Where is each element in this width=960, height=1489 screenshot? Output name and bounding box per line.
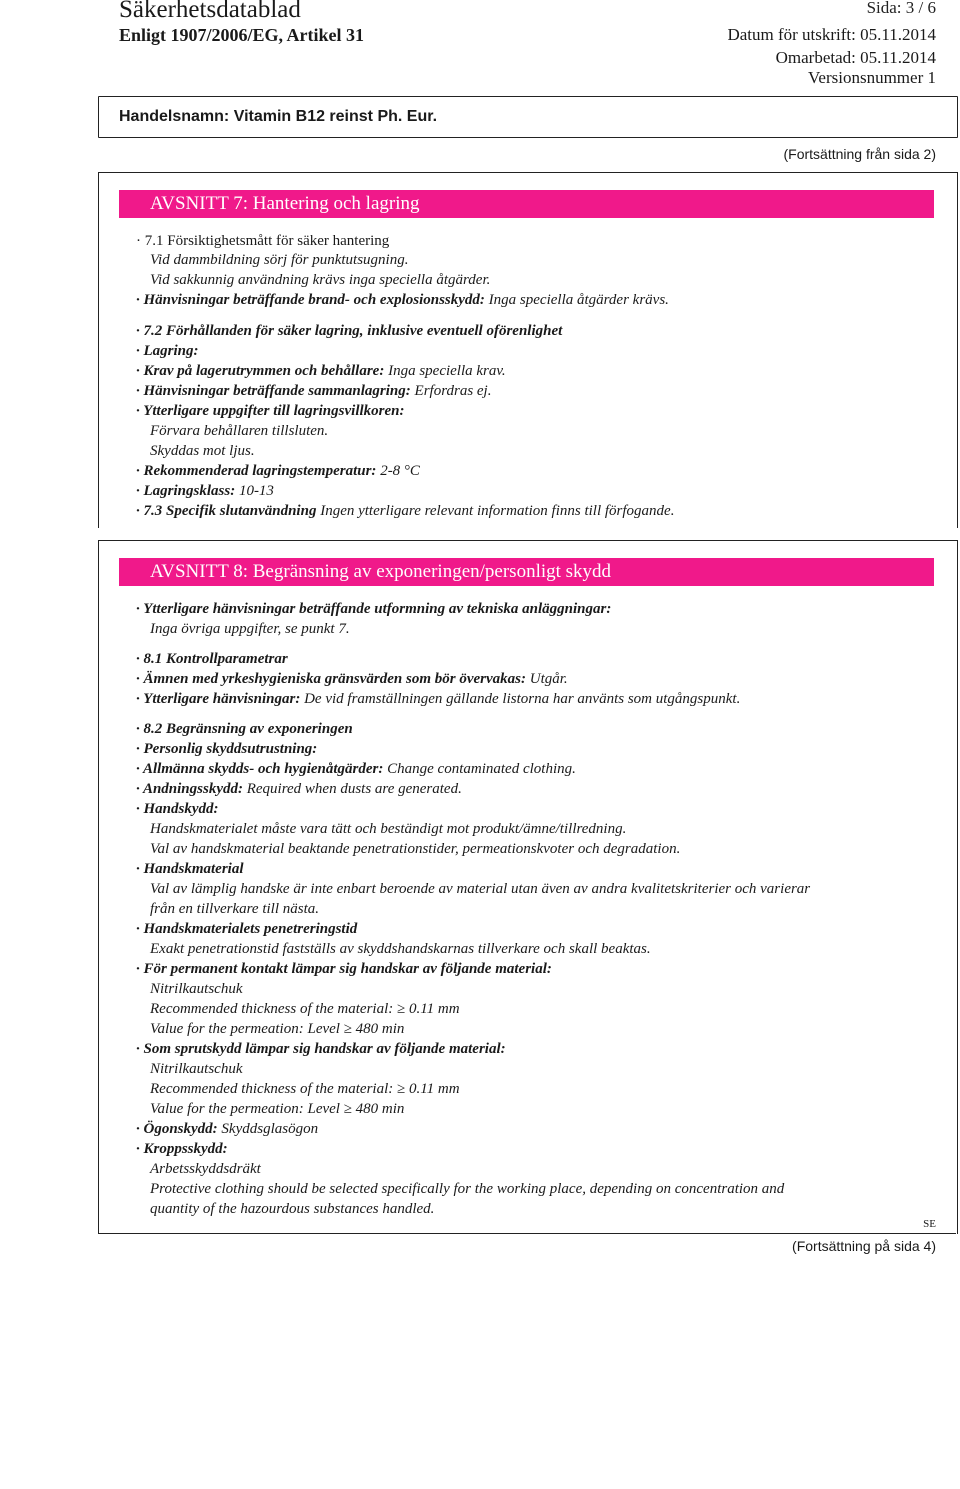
document-subtitle: Enligt 1907/2006/EG, Artikel 31 — [119, 25, 365, 45]
s8-line: · Handskydd: — [136, 801, 219, 817]
revised-date: Omarbetad: 05.11.2014 — [775, 48, 936, 67]
s7-line: · Hänvisningar beträffande sammanlagring: Erfordras ej. — [136, 383, 492, 399]
s8-line: Exakt penetrationstid fastställs av skyddshandskarnas tillverkare och skall beaktas. — [150, 941, 651, 957]
s8-line: · Allmänna skydds- och hygienåtgärder: Change contaminated clothing. — [136, 761, 576, 777]
s8-line: Handskmaterialet måste vara tätt och beständigt mot produkt/ämne/tillredning. — [150, 821, 627, 837]
s8-line: · Handskmaterialets penetreringstid — [136, 921, 358, 937]
s8-line: Value for the permeation: Level ≥ 480 min — [150, 1101, 405, 1117]
s8-line: · Kroppsskydd: — [136, 1141, 228, 1157]
s8-line: quantity of the hazourdous substances handled. — [150, 1201, 435, 1217]
s8-line: · Andningsskydd: Required when dusts are generated. — [136, 781, 462, 797]
s8-line: Recommended thickness of the material: ≥ 0.11 mm — [150, 1081, 460, 1097]
s7-line: Förvara behållaren tillsluten. — [150, 423, 329, 439]
s8-line: Val av lämplig handske är inte enbart beroende av material utan även av andra kvalitetskriterier och varierar — [150, 881, 811, 897]
s8-line: · Ytterligare hänvisningar beträffande utformning av tekniska anläggningar: — [136, 601, 612, 617]
s8-line: · För permanent kontakt lämpar sig handskar av följande material: — [136, 961, 552, 977]
s8-line: från en tillverkare till nästa. — [150, 901, 320, 917]
version-number: Versionsnummer 1 — [808, 68, 936, 87]
s8-line: · Ögonskydd: Skyddsglasögon — [136, 1121, 319, 1137]
continued-on: (Fortsättning på sida 4) — [792, 1238, 936, 1254]
s8-line: Val av handskmaterial beaktande penetrationstider, permeationskvoter och degradation. — [150, 841, 681, 857]
s8-line: · Personlig skyddsutrustning: — [136, 741, 318, 757]
s8-line: Inga övriga uppgifter, se punkt 7. — [150, 621, 350, 637]
s8-line: · Som sprutskydd lämpar sig handskar av följande material: — [136, 1041, 506, 1057]
s8-line: Protective clothing should be selected specifically for the working place, depending on concentration and — [150, 1181, 785, 1197]
page-number: Sida: 3 / 6 — [866, 0, 936, 17]
document-title: Säkerhetsdatablad — [119, 0, 301, 23]
s7-line: · Rekommenderad lagringstemperatur: 2-8 °C — [136, 463, 420, 479]
s7-line: · Krav på lagerutrymmen och behållare: Inga speciella krav. — [136, 363, 506, 379]
s7-line: Vid sakkunnig användning krävs inga speciella åtgärder. — [150, 272, 491, 288]
s8-line: · 8.2 Begränsning av exponeringen — [136, 721, 353, 737]
s7-line: · Lagringsklass: 10-13 — [136, 483, 274, 499]
s7-line: · 7.3 Specifik slutanvändning Ingen ytterligare relevant information finns till förfogande. — [136, 503, 675, 519]
s8-line: Recommended thickness of the material: ≥ 0.11 mm — [150, 1001, 460, 1017]
trade-name: Handelsnamn: Vitamin B12 reinst Ph. Eur. — [119, 108, 438, 125]
s8-line: · Ytterligare hänvisningar: De vid framställningen gällande listorna har använts som utgångspunkt. — [136, 691, 741, 707]
s8-line: Value for the permeation: Level ≥ 480 min — [150, 1021, 405, 1037]
footer-rule — [98, 1233, 956, 1234]
s8-line: Nitrilkautschuk — [150, 1061, 243, 1077]
s8-line: · Handskmaterial — [136, 861, 244, 877]
s8-line: · Ämnen med yrkeshygieniska gränsvärden som bör övervakas: Utgår. — [136, 671, 568, 687]
s8-line: · 8.1 Kontrollparametrar — [136, 651, 288, 667]
s7-line: · Hänvisningar beträffande brand- och explosionsskydd: Inga speciella åtgärder krävs. — [136, 292, 669, 308]
print-date: Datum för utskrift: 05.11.2014 — [727, 25, 936, 44]
language-code: SE — [923, 1218, 936, 1230]
section-7-heading: AVSNITT 7: Hantering och lagring — [119, 190, 934, 218]
s7-line: · Ytterligare uppgifter till lagringsvillkoren: — [136, 403, 405, 419]
s7-line: · 7.1 Försiktighetsmått för säker hantering — [136, 233, 390, 249]
s7-line: · Lagring: — [136, 343, 199, 359]
s7-line: · 7.2 Förhållanden för säker lagring, inklusive eventuell oförenlighet — [136, 323, 563, 339]
s7-line: Skyddas mot ljus. — [150, 443, 255, 459]
s8-line: Nitrilkautschuk — [150, 981, 243, 997]
s7-line: Vid dammbildning sörj för punktutsugning. — [150, 252, 409, 268]
section-8-heading: AVSNITT 8: Begränsning av exponeringen/personligt skydd — [119, 558, 934, 586]
continued-from: (Fortsättning från sida 2) — [783, 146, 936, 162]
s8-line: Arbetsskyddsdräkt — [150, 1161, 261, 1177]
